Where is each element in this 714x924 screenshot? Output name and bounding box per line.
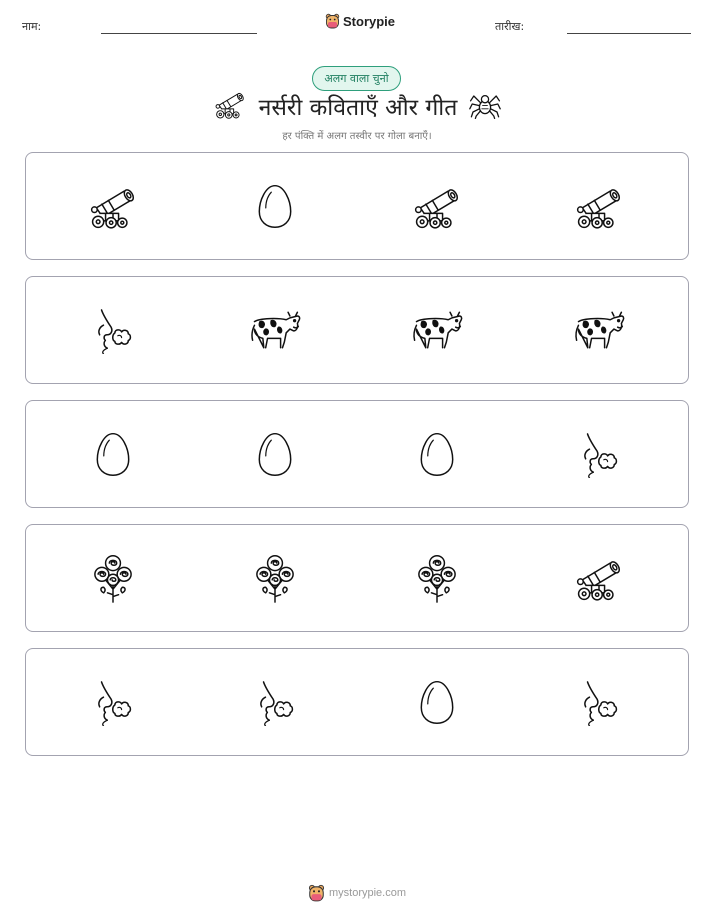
- date-line[interactable]: [567, 33, 691, 34]
- cow-icon: [409, 308, 465, 352]
- title-icon-left: [213, 88, 247, 124]
- cow-icon: [247, 308, 303, 352]
- picture-option-1-2[interactable]: [245, 153, 305, 259]
- blowing-nose-icon: [254, 678, 296, 726]
- cannon-icon: [411, 181, 463, 231]
- cannon-icon: [87, 181, 139, 231]
- picture-row-2: [25, 276, 689, 384]
- cannon-icon: [573, 181, 625, 231]
- picture-row-1: [25, 152, 689, 260]
- picture-row-4: [25, 524, 689, 632]
- picture-option-4-2[interactable]: [245, 525, 305, 631]
- picture-option-5-2[interactable]: [245, 649, 305, 755]
- bear-icon: [325, 13, 340, 29]
- instruction-text: हर पंक्ति में अलग तस्वीर पर गोला बनाएँ।: [282, 131, 432, 142]
- roses-icon: [92, 552, 134, 604]
- brand-name: Storypie: [343, 13, 396, 29]
- picture-option-3-4[interactable]: [569, 401, 629, 507]
- blowing-nose-icon: [578, 430, 620, 478]
- picture-option-5-4[interactable]: [569, 649, 629, 755]
- blowing-nose-icon: [92, 678, 134, 726]
- picture-option-5-3[interactable]: [407, 649, 467, 755]
- blowing-nose-icon: [92, 306, 134, 354]
- picture-option-2-3[interactable]: [407, 277, 467, 383]
- picture-option-2-1[interactable]: [83, 277, 143, 383]
- footer: [0, 884, 714, 902]
- title-row: [0, 88, 714, 124]
- egg-icon: [256, 430, 294, 478]
- title-icon-right: [469, 89, 501, 123]
- picture-option-2-4[interactable]: [569, 277, 629, 383]
- date-label: तारीख:: [495, 20, 525, 33]
- egg-icon: [418, 678, 456, 726]
- name-line[interactable]: [101, 33, 257, 34]
- roses-icon: [416, 552, 458, 604]
- picture-option-1-1[interactable]: [83, 153, 143, 259]
- picture-option-4-3[interactable]: [407, 525, 467, 631]
- picture-row-5: [25, 648, 689, 756]
- picture-option-1-4[interactable]: [569, 153, 629, 259]
- picture-option-1-3[interactable]: [407, 153, 467, 259]
- cow-icon: [571, 308, 627, 352]
- egg-icon: [256, 182, 294, 230]
- cannon-icon: [573, 553, 625, 603]
- picture-option-3-1[interactable]: [83, 401, 143, 507]
- name-label: नाम:: [22, 20, 42, 33]
- picture-option-2-2[interactable]: [245, 277, 305, 383]
- roses-icon: [254, 552, 296, 604]
- picture-option-3-2[interactable]: [245, 401, 305, 507]
- picture-option-5-1[interactable]: [83, 649, 143, 755]
- picture-option-3-3[interactable]: [407, 401, 467, 507]
- egg-icon: [94, 430, 132, 478]
- bear-icon: [308, 884, 325, 902]
- cannon-icon: [213, 88, 247, 120]
- picture-option-4-1[interactable]: [83, 525, 143, 631]
- spider-icon: [469, 89, 501, 119]
- footer-url[interactable]: mystorypie.com: [328, 887, 407, 899]
- picture-option-4-4[interactable]: [569, 525, 629, 631]
- blowing-nose-icon: [578, 678, 620, 726]
- egg-icon: [418, 430, 456, 478]
- picture-row-3: [25, 400, 689, 508]
- brand-logo: [325, 13, 395, 29]
- page-title: नर्सरी कविताएँ और गीत: [258, 95, 458, 121]
- activity-badge: अलग वाला चुनो: [312, 66, 401, 91]
